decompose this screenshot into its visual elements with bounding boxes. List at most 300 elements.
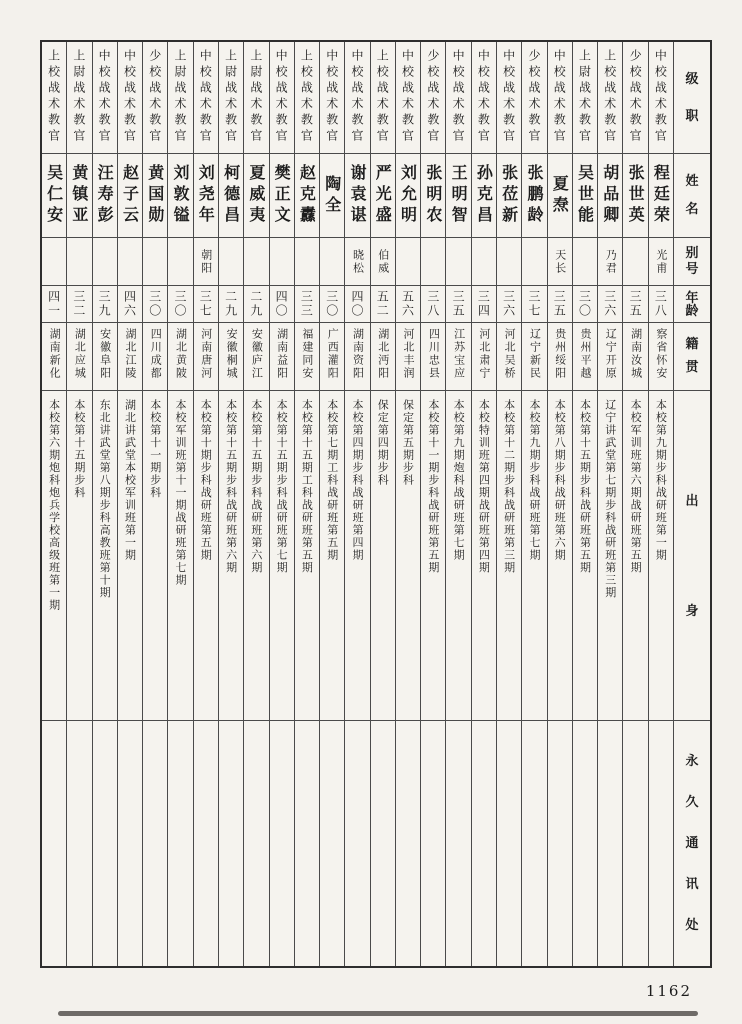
entry-5-origin — [548, 323, 572, 391]
entry-3-rank-text: 上校战术教官 — [602, 49, 617, 145]
entry-9-background-text: 本校第九期炮科战研班第七期 — [452, 399, 466, 562]
entry-15-origin-text: 福建同安 — [300, 328, 314, 380]
entry-19-background-text: 本校第十期步科战研班第五期 — [199, 399, 213, 562]
header-char: 处 — [685, 918, 699, 933]
entry-17-background — [244, 391, 268, 721]
entry-10-name — [421, 154, 445, 238]
entry-24-name — [67, 154, 91, 238]
entry-1-address — [649, 721, 673, 966]
entry-11-background-text: 保定第五期步科 — [401, 399, 415, 487]
entry-21-background — [143, 391, 167, 721]
entry-17-age — [244, 286, 268, 323]
header-rank-label — [674, 42, 710, 154]
entry-9-rank — [446, 42, 470, 154]
entry-5-background — [548, 391, 572, 721]
entry-7-origin — [497, 323, 521, 391]
entry-13-name-text: 谢袁谌 — [347, 164, 367, 227]
entry-20-rank-text: 上尉战术教官 — [173, 49, 188, 145]
entry-5-name — [548, 154, 572, 238]
entry-23-alias — [93, 238, 117, 286]
entry-column-2 — [622, 42, 647, 966]
entry-1-age-text: 三八 — [653, 290, 668, 318]
entry-22-origin — [118, 323, 142, 391]
header-char: 名 — [685, 202, 699, 217]
entry-column-9 — [445, 42, 470, 966]
entry-11-origin — [396, 323, 420, 391]
entry-12-alias — [371, 238, 395, 286]
entry-6-background — [522, 391, 546, 721]
entry-17-address — [244, 721, 268, 966]
entry-4-origin — [573, 323, 597, 391]
entry-12-rank — [371, 42, 395, 154]
entry-1-name — [649, 154, 673, 238]
entry-4-alias — [573, 238, 597, 286]
entry-6-name — [522, 154, 546, 238]
entry-25-origin-text: 湖南新化 — [48, 328, 62, 380]
entry-1-alias — [649, 238, 673, 286]
entry-24-name-text: 黄镇亚 — [69, 164, 89, 227]
entry-13-origin-text: 湖南资阳 — [351, 328, 365, 380]
entry-22-background-text: 湖北讲武堂本校军训班第一期 — [123, 399, 137, 562]
entry-14-origin — [320, 323, 344, 391]
entry-23-age-text: 三九 — [97, 290, 112, 318]
entry-5-address — [548, 721, 572, 966]
entry-25-rank — [42, 42, 66, 154]
entry-21-rank — [143, 42, 167, 154]
entry-23-background — [93, 391, 117, 721]
entry-2-background — [623, 391, 647, 721]
entry-16-age-text: 四〇 — [274, 290, 289, 318]
entry-22-age — [118, 286, 142, 323]
entry-7-rank — [497, 42, 521, 154]
entry-23-name-text: 汪寿彭 — [95, 164, 115, 227]
entry-16-background-text: 本校第十五期步科战研班第七期 — [275, 399, 289, 574]
entry-19-age-text: 三七 — [198, 290, 213, 318]
entry-16-rank — [270, 42, 294, 154]
entry-2-name-text: 张世英 — [626, 164, 646, 227]
entry-18-address — [219, 721, 243, 966]
entry-5-age-text: 三五 — [552, 290, 567, 318]
entry-6-age-text: 三七 — [526, 290, 541, 318]
entry-19-alias-text: 朝阳 — [199, 248, 213, 275]
entry-12-alias-text: 伯威 — [376, 248, 390, 275]
entry-6-name-text: 张鹏龄 — [524, 164, 544, 227]
entry-16-name-text: 樊正文 — [272, 164, 292, 227]
entry-15-background — [295, 391, 319, 721]
entry-16-origin-text: 湖南益阳 — [275, 328, 289, 380]
entry-column-3 — [597, 42, 622, 966]
header-char: 出 — [685, 494, 699, 510]
entry-1-rank-text: 中校战术教官 — [653, 49, 668, 145]
entry-column-18 — [218, 42, 243, 966]
entry-18-origin-text: 安徽桐城 — [225, 328, 239, 380]
entry-13-name — [345, 154, 369, 238]
header-char: 年 — [685, 291, 699, 306]
entry-7-age — [497, 286, 521, 323]
entry-4-rank — [573, 42, 597, 154]
entry-7-name-text: 张莅新 — [499, 164, 519, 227]
entry-14-address — [320, 721, 344, 966]
entry-17-age-text: 二九 — [248, 290, 263, 318]
entry-7-origin-text: 河北吴桥 — [503, 328, 517, 380]
entry-10-age — [421, 286, 445, 323]
entry-22-alias — [118, 238, 142, 286]
entry-11-alias — [396, 238, 420, 286]
entry-20-age — [168, 286, 192, 323]
entry-12-name-text: 严光盛 — [373, 164, 393, 227]
entry-25-alias — [42, 238, 66, 286]
entry-19-rank — [194, 42, 218, 154]
entry-3-background — [598, 391, 622, 721]
entry-14-name-text: 陶全 — [322, 174, 342, 217]
entry-7-background-text: 本校第十二期步科战研班第三期 — [502, 399, 516, 574]
entry-15-name — [295, 154, 319, 238]
entry-20-address — [168, 721, 192, 966]
entry-column-5 — [547, 42, 572, 966]
entry-9-rank-text: 中校战术教官 — [451, 49, 466, 145]
entry-20-background — [168, 391, 192, 721]
entry-4-rank-text: 上尉战术教官 — [577, 49, 592, 145]
entry-19-origin-text: 河南唐河 — [199, 328, 213, 380]
entry-4-age-text: 三〇 — [577, 290, 592, 318]
entry-16-rank-text: 中校战术教官 — [274, 49, 289, 145]
entry-13-rank — [345, 42, 369, 154]
entry-12-origin — [371, 323, 395, 391]
entry-22-age-text: 四六 — [122, 290, 137, 318]
entry-17-origin-text: 安徽庐江 — [250, 328, 264, 380]
entry-25-age-text: 四一 — [46, 290, 61, 318]
entry-9-background — [446, 391, 470, 721]
entry-5-age — [548, 286, 572, 323]
entry-2-rank-text: 少校战术教官 — [628, 49, 643, 145]
entry-16-address — [270, 721, 294, 966]
entry-8-rank-text: 中校战术教官 — [476, 49, 491, 145]
entry-14-origin-text: 广西灌阳 — [326, 328, 340, 380]
entry-17-name-text: 夏威夷 — [246, 164, 266, 227]
entry-4-name — [573, 154, 597, 238]
entry-15-name-text: 赵克纛 — [297, 164, 317, 227]
entry-11-name — [396, 154, 420, 238]
page-number: 1162 — [645, 982, 692, 1000]
entry-11-address — [396, 721, 420, 966]
entry-14-rank — [320, 42, 344, 154]
personnel-table — [40, 40, 712, 968]
entry-column-6 — [521, 42, 546, 966]
entry-column-19 — [193, 42, 218, 966]
entry-19-name — [194, 154, 218, 238]
entry-18-rank-text: 上尉战术教官 — [223, 49, 238, 145]
entry-24-origin — [67, 323, 91, 391]
entry-5-name-text: 夏焘 — [550, 174, 570, 217]
entry-19-rank-text: 中校战术教官 — [198, 49, 213, 145]
entry-18-age — [219, 286, 243, 323]
entry-8-age-text: 三四 — [476, 290, 491, 318]
entry-1-background — [649, 391, 673, 721]
entry-12-address — [371, 721, 395, 966]
entry-11-rank-text: 中校战术教官 — [400, 49, 415, 145]
entry-17-alias — [244, 238, 268, 286]
entry-9-alias — [446, 238, 470, 286]
entry-21-age — [143, 286, 167, 323]
entry-17-name — [244, 154, 268, 238]
entry-4-background — [573, 391, 597, 721]
entry-column-7 — [496, 42, 521, 966]
entry-13-alias-text: 晓松 — [351, 248, 365, 275]
entry-4-address — [573, 721, 597, 966]
entry-6-origin-text: 辽宁新民 — [528, 328, 542, 380]
entry-21-origin-text: 四川成都 — [149, 328, 163, 380]
entry-25-age — [42, 286, 66, 323]
entry-10-origin-text: 四川忠县 — [427, 328, 441, 380]
header-char: 久 — [685, 795, 699, 810]
entry-6-origin — [522, 323, 546, 391]
entry-18-age-text: 二九 — [223, 290, 238, 318]
entry-10-age-text: 三八 — [425, 290, 440, 318]
entry-1-rank — [649, 42, 673, 154]
entry-22-rank-text: 中校战术教官 — [122, 49, 137, 145]
header-char: 姓 — [685, 174, 699, 189]
entry-18-rank — [219, 42, 243, 154]
entry-5-background-text: 本校第八期步科战研班第六期 — [553, 399, 567, 562]
entry-19-origin — [194, 323, 218, 391]
entry-2-address — [623, 721, 647, 966]
entry-12-rank-text: 上校战术教官 — [375, 49, 390, 145]
entry-15-rank-text: 上校战术教官 — [299, 49, 314, 145]
entry-10-alias — [421, 238, 445, 286]
entry-3-age — [598, 286, 622, 323]
entry-23-age — [93, 286, 117, 323]
entry-11-background — [396, 391, 420, 721]
entry-8-alias — [472, 238, 496, 286]
entry-16-age — [270, 286, 294, 323]
header-alias-label — [674, 238, 710, 286]
entry-18-background — [219, 391, 243, 721]
entry-18-background-text: 本校第十五期步科战研班第六期 — [224, 399, 238, 574]
entry-5-rank — [548, 42, 572, 154]
entry-23-name — [93, 154, 117, 238]
entry-1-origin — [649, 323, 673, 391]
header-name-label — [674, 154, 710, 238]
entry-3-name — [598, 154, 622, 238]
entry-13-origin — [345, 323, 369, 391]
entry-18-origin — [219, 323, 243, 391]
entry-8-age — [472, 286, 496, 323]
entry-24-address — [67, 721, 91, 966]
entry-25-name-text: 吴仁安 — [44, 164, 64, 227]
entry-7-address — [497, 721, 521, 966]
entry-15-address — [295, 721, 319, 966]
entry-6-alias — [522, 238, 546, 286]
entry-column-21 — [142, 42, 167, 966]
entry-21-origin — [143, 323, 167, 391]
header-char: 籍 — [685, 337, 699, 352]
entry-15-background-text: 本校第十五期工科战研班第五期 — [300, 399, 314, 574]
entry-9-address — [446, 721, 470, 966]
entry-20-age-text: 三〇 — [173, 290, 188, 318]
entry-8-background — [472, 391, 496, 721]
entry-19-alias — [194, 238, 218, 286]
entry-13-address — [345, 721, 369, 966]
entry-11-age — [396, 286, 420, 323]
entry-2-rank — [623, 42, 647, 154]
entry-8-name-text: 孙克昌 — [474, 164, 494, 227]
entry-column-12 — [370, 42, 395, 966]
entry-25-name — [42, 154, 66, 238]
entry-3-alias-text: 乃君 — [604, 248, 618, 275]
entry-21-age-text: 三〇 — [147, 290, 162, 318]
entry-7-name — [497, 154, 521, 238]
entry-7-alias — [497, 238, 521, 286]
entry-14-alias — [320, 238, 344, 286]
entry-6-rank — [522, 42, 546, 154]
entry-13-alias — [345, 238, 369, 286]
entry-11-rank — [396, 42, 420, 154]
entry-19-background — [194, 391, 218, 721]
entry-7-rank-text: 中校战术教官 — [501, 49, 516, 145]
entry-16-background — [270, 391, 294, 721]
entry-23-background-text: 东北讲武堂第八期步科高教班第十期 — [98, 399, 112, 599]
entry-9-age — [446, 286, 470, 323]
entry-8-origin-text: 河北肃宁 — [477, 328, 491, 380]
entry-15-alias — [295, 238, 319, 286]
entry-8-rank — [472, 42, 496, 154]
entry-19-name-text: 刘尧年 — [196, 164, 216, 227]
entry-21-name-text: 黄国勋 — [145, 164, 165, 227]
entry-2-age — [623, 286, 647, 323]
entry-25-address — [42, 721, 66, 966]
entry-6-background-text: 本校第九期步科战研班第七期 — [527, 399, 541, 562]
entry-13-background — [345, 391, 369, 721]
entry-10-rank — [421, 42, 445, 154]
entry-9-age-text: 三五 — [451, 290, 466, 318]
entry-24-background — [67, 391, 91, 721]
entry-22-rank — [118, 42, 142, 154]
entry-3-origin — [598, 323, 622, 391]
header-background-label — [674, 391, 710, 721]
entry-20-background-text: 本校军训班第十一期战研班第七期 — [174, 399, 188, 587]
entry-24-rank-text: 上尉战术教官 — [71, 49, 86, 145]
entry-9-origin-text: 江苏宝应 — [452, 328, 466, 380]
entry-column-14 — [319, 42, 344, 966]
entry-column-4 — [572, 42, 597, 966]
entry-15-origin — [295, 323, 319, 391]
entry-23-origin-text: 安徽阜阳 — [98, 328, 112, 380]
entry-2-background-text: 本校军训班第六期战研班第五期 — [629, 399, 643, 574]
entry-1-background-text: 本校第九期步科战研班第一期 — [654, 399, 668, 562]
entry-22-name — [118, 154, 142, 238]
header-origin-label — [674, 323, 710, 391]
entry-3-age-text: 三六 — [602, 290, 617, 318]
entry-24-background-text: 本校第十五期步科 — [72, 399, 86, 499]
entry-11-age-text: 五六 — [400, 290, 415, 318]
entry-2-origin-text: 湖南汝城 — [629, 328, 643, 380]
header-column — [673, 42, 710, 966]
entry-3-alias — [598, 238, 622, 286]
entry-8-name — [472, 154, 496, 238]
entry-4-origin-text: 贵州平越 — [579, 328, 593, 380]
entry-21-address — [143, 721, 167, 966]
entry-24-age-text: 三二 — [71, 290, 86, 318]
entry-5-alias — [548, 238, 572, 286]
entry-25-origin — [42, 323, 66, 391]
entry-column-17 — [243, 42, 268, 966]
entry-10-origin — [421, 323, 445, 391]
header-address-label — [674, 721, 710, 966]
entry-1-alias-text: 光甫 — [654, 248, 668, 275]
entry-24-age — [67, 286, 91, 323]
entry-3-origin-text: 辽宁开原 — [604, 328, 618, 380]
entry-1-name-text: 程廷荣 — [651, 164, 671, 227]
entry-17-rank-text: 上尉战术教官 — [248, 49, 263, 145]
header-char: 龄 — [685, 304, 699, 319]
entry-17-rank — [244, 42, 268, 154]
entry-13-background-text: 本校第四期步科战研班第四期 — [350, 399, 364, 562]
entry-15-age-text: 三三 — [299, 290, 314, 318]
entry-column-22 — [117, 42, 142, 966]
entry-20-alias — [168, 238, 192, 286]
entry-10-rank-text: 少校战术教官 — [425, 49, 440, 145]
entry-20-rank — [168, 42, 192, 154]
entry-19-age — [194, 286, 218, 323]
entry-14-background-text: 本校第七期工科战研班第五期 — [325, 399, 339, 562]
entry-13-rank-text: 中校战术教官 — [349, 49, 364, 145]
entry-4-name-text: 吴世能 — [575, 164, 595, 227]
entry-12-name — [371, 154, 395, 238]
entry-column-15 — [294, 42, 319, 966]
entry-3-name-text: 胡品卿 — [600, 164, 620, 227]
entry-13-age-text: 四〇 — [349, 290, 364, 318]
entry-1-age — [649, 286, 673, 323]
entry-6-rank-text: 少校战术教官 — [526, 49, 541, 145]
entry-12-age — [371, 286, 395, 323]
scan-artifact-line — [58, 1011, 698, 1016]
header-char: 身 — [685, 603, 699, 619]
entry-13-age — [345, 286, 369, 323]
entry-16-origin — [270, 323, 294, 391]
entry-24-rank — [67, 42, 91, 154]
header-char: 号 — [685, 262, 699, 277]
entry-16-alias — [270, 238, 294, 286]
entry-18-name — [219, 154, 243, 238]
entry-3-rank — [598, 42, 622, 154]
entry-25-background — [42, 391, 66, 721]
entry-7-background — [497, 391, 521, 721]
entry-21-rank-text: 少校战术教官 — [147, 49, 162, 145]
entry-2-name — [623, 154, 647, 238]
entry-24-alias — [67, 238, 91, 286]
entry-25-background-text: 本校第六期炮科炮兵学校高级班第一期 — [47, 399, 61, 612]
entry-8-origin — [472, 323, 496, 391]
header-char: 别 — [685, 246, 699, 261]
entry-14-age-text: 三〇 — [324, 290, 339, 318]
entry-column-11 — [395, 42, 420, 966]
entry-column-24 — [66, 42, 91, 966]
header-char: 永 — [685, 754, 699, 769]
entry-20-name-text: 刘敦镒 — [171, 164, 191, 227]
entry-14-age — [320, 286, 344, 323]
entry-23-rank — [93, 42, 117, 154]
entry-20-name — [168, 154, 192, 238]
entry-column-10 — [420, 42, 445, 966]
entry-21-name — [143, 154, 167, 238]
entry-18-alias — [219, 238, 243, 286]
entry-17-origin — [244, 323, 268, 391]
entry-2-age-text: 三五 — [628, 290, 643, 318]
entry-column-23 — [92, 42, 117, 966]
entry-12-background-text: 保定第四期步科 — [376, 399, 390, 487]
header-char: 贯 — [685, 360, 699, 375]
entry-11-name-text: 刘允明 — [398, 164, 418, 227]
